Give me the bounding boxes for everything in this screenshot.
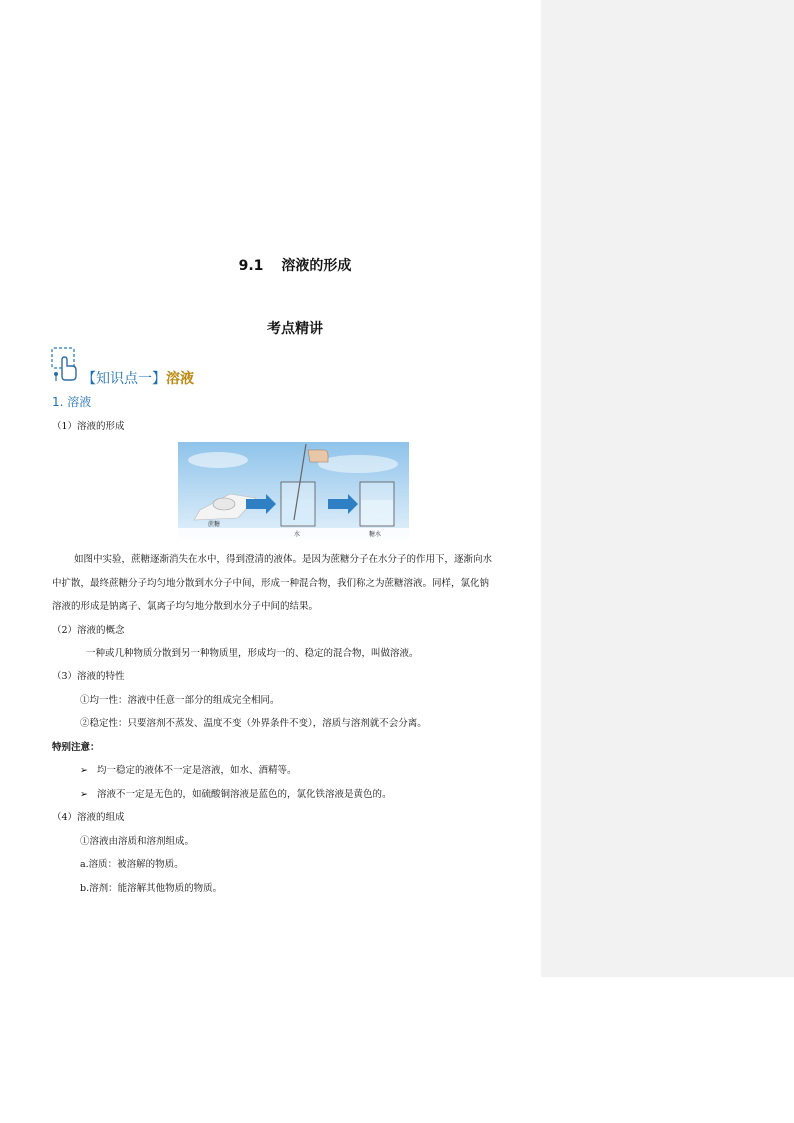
- sub1-heading: （1）溶液的形成: [52, 421, 125, 432]
- figure-label-sugar: 蔗糖: [208, 521, 221, 528]
- knowledge-point-label: 【知识点一】: [82, 371, 166, 387]
- figure-label-sugar-water: 糖水: [369, 531, 382, 538]
- note-text: 溶液不一定是无色的，如硫酸铜溶液是蓝色的，氯化铁溶液是黄色的。: [97, 789, 392, 800]
- knowledge-point-heading: [82, 368, 194, 388]
- property-homogeneity: ①均一性：溶液中任意一部分的组成完全相同。: [80, 695, 280, 706]
- sub4-heading: （4）溶液的组成: [52, 812, 125, 823]
- note-text: 均一稳定的液体不一定是溶液，如水、酒精等。: [97, 765, 297, 776]
- concept-text: 一种或几种物质分散到另一种物质里，形成均一的、稳定的混合物，叫做溶液。: [86, 648, 419, 659]
- note-bullet-icon: ➢: [80, 789, 88, 800]
- page-title: [0, 255, 590, 275]
- composition-line: ①溶液由溶质和溶剂组成。: [80, 836, 195, 847]
- paragraph-line-3: 溶液的形成是钠离子、氯离子均匀地分散到水分子中间的结果。: [52, 601, 319, 612]
- comment-pane: [541, 0, 794, 977]
- composition-solute: a.溶质：被溶解的物质。: [80, 859, 184, 870]
- sub2-heading: （2）溶液的概念: [52, 625, 125, 636]
- title-text: 溶液的形成: [281, 258, 352, 274]
- note-item: [80, 762, 297, 776]
- page-subtitle: 考点精讲: [267, 321, 323, 337]
- hand-pointer-icon: [50, 346, 82, 382]
- property-stability: ②稳定性：只要溶剂不蒸发、温度不变（外界条件不变），溶质与溶剂就不会分离。: [80, 718, 427, 729]
- special-note-heading: 特别注意：: [52, 742, 100, 753]
- title-number: 9.1: [238, 258, 264, 274]
- paragraph-line-1: 如图中实验，蔗糖逐渐消失在水中，得到澄清的液体。是因为蔗糖分子在水分子的作用下，逐渐向水: [74, 554, 493, 565]
- composition-solvent: b.溶剂：能溶解其他物质的物质。: [80, 883, 223, 894]
- figure-label-water: 水: [294, 531, 301, 538]
- dissolution-figure: [178, 442, 409, 539]
- sub3-heading: （3）溶液的特性: [52, 671, 125, 682]
- paragraph-line-2: 中扩散，最终蔗糖分子均匀地分散到水分子中间，形成一种混合物，我们称之为蔗糖溶液。同样，氯化钠: [52, 578, 490, 589]
- section-heading: 1. 溶液: [52, 395, 92, 409]
- knowledge-point-topic: 溶液: [166, 371, 194, 387]
- note-item: [80, 786, 392, 800]
- note-bullet-icon: ➢: [80, 765, 88, 776]
